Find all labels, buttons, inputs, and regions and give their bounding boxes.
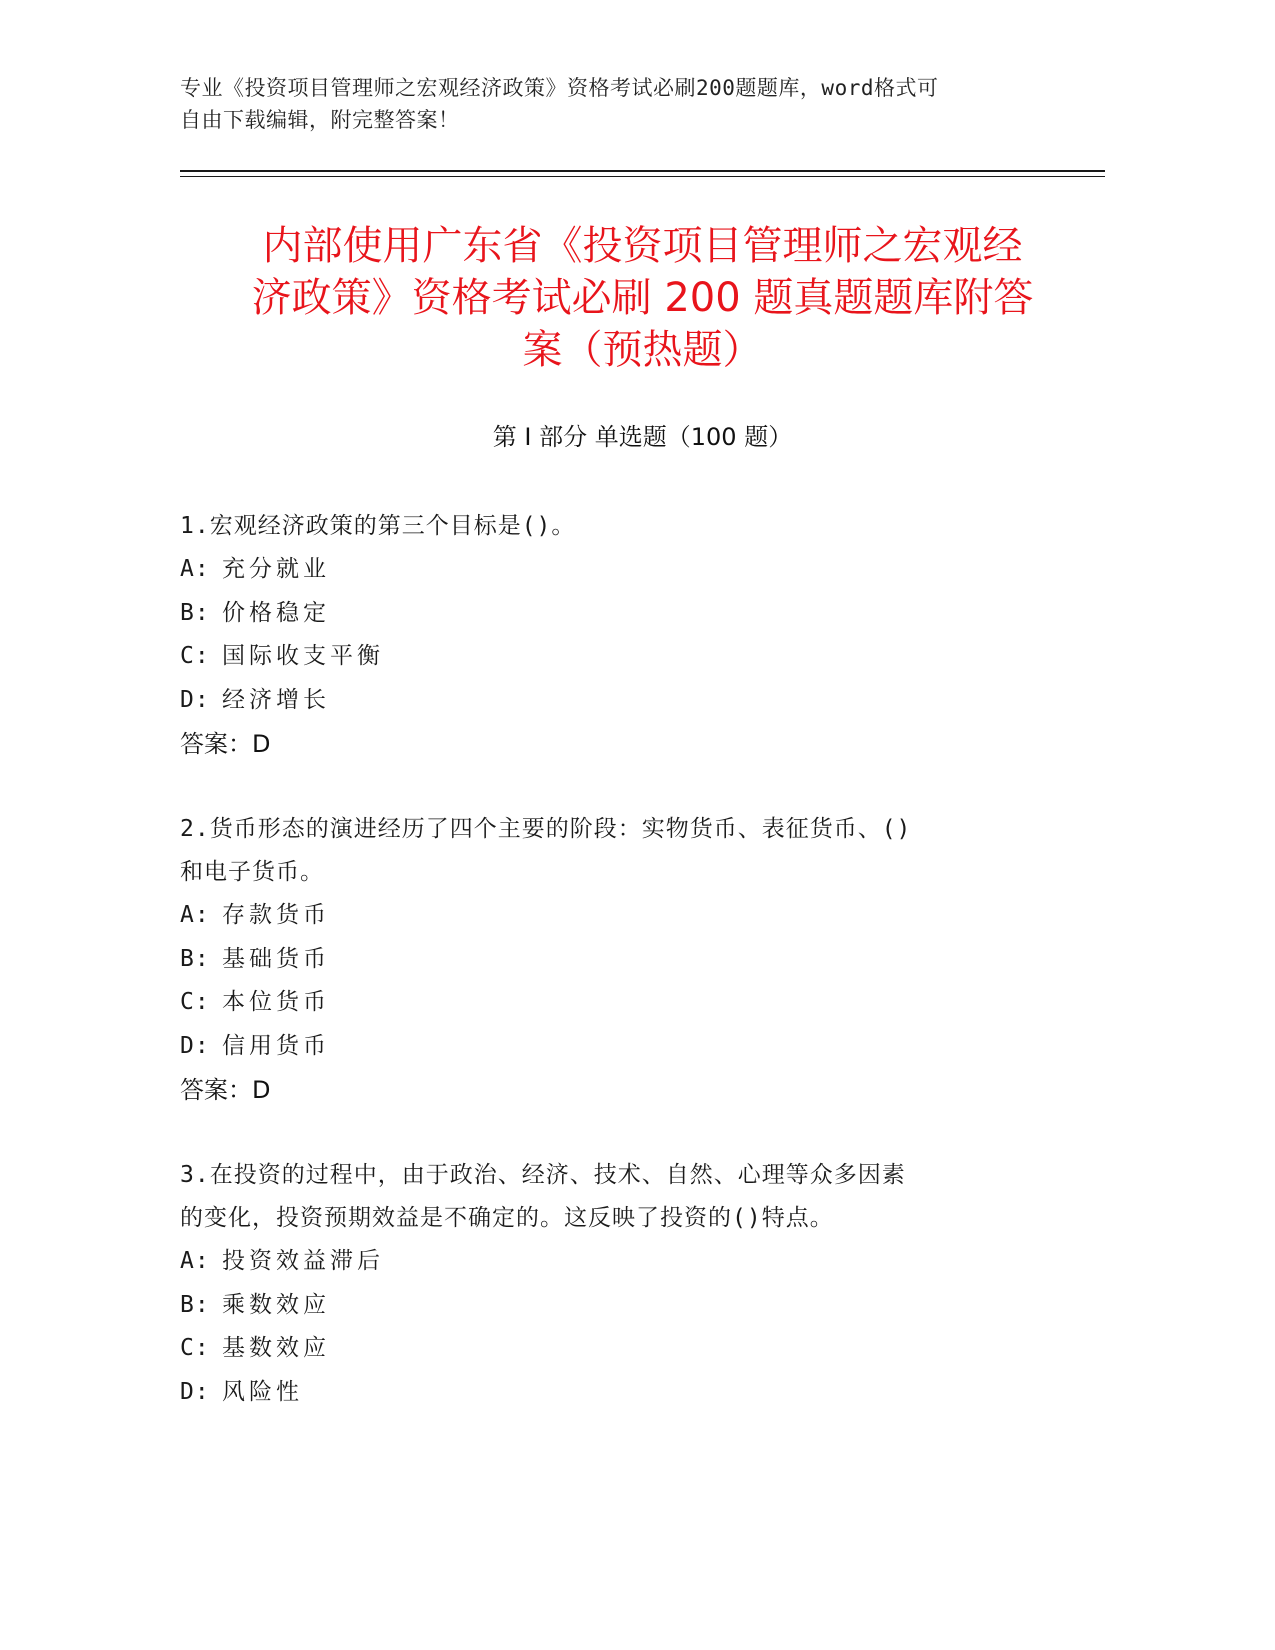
option-letter: B:	[180, 945, 210, 972]
option-letter: C:	[180, 989, 210, 1015]
question-3	[180, 1154, 1040, 1414]
option-c	[180, 1327, 1040, 1371]
document-title	[180, 220, 1105, 376]
question-stem: 3.在投资的过程中，由于政治、经济、技术、自然、心理等众多因素	[180, 1162, 906, 1188]
option-letter: A:	[180, 1248, 210, 1274]
option-c	[180, 635, 1040, 679]
option-letter: C:	[180, 643, 210, 669]
document-title-line-2: 济政策》资格考试必刷 200 题真题题库附答	[251, 275, 1034, 321]
question-stem-continued: 和电子货币。	[180, 859, 324, 885]
option-text: 投资效益滞后	[222, 1248, 384, 1274]
header-note	[180, 72, 1030, 136]
option-text: 充分就业	[222, 556, 330, 582]
option-letter: B:	[180, 599, 210, 626]
document-title-line-3: 案（预热题）	[522, 327, 763, 373]
answer-line: 答案：D	[180, 730, 271, 758]
option-text: 信用货币	[222, 1032, 330, 1059]
option-text: 风险性	[222, 1378, 303, 1405]
header-divider-thick	[180, 170, 1105, 172]
option-c	[180, 981, 1040, 1025]
option-text: 价格稳定	[222, 599, 330, 626]
option-text: 国际收支平衡	[222, 643, 384, 669]
question-stem-continued: 的变化，投资预期效益是不确定的。这反映了投资的()特点。	[180, 1205, 834, 1231]
question-1	[180, 505, 1040, 766]
option-letter: D:	[180, 686, 210, 713]
option-b	[180, 938, 1040, 982]
document-title-line-1: 内部使用广东省《投资项目管理师之宏观经	[262, 223, 1023, 269]
option-a	[180, 894, 1040, 938]
header-note-line-1: 专业《投资项目管理师之宏观经济政策》资格考试必刷200题题库，word格式可	[180, 76, 939, 100]
option-letter: D:	[180, 1032, 210, 1059]
option-d	[180, 679, 1040, 723]
option-text: 存款货币	[222, 902, 330, 928]
option-a	[180, 548, 1040, 592]
header-note-line-2: 自由下载编辑，附完整答案！	[180, 108, 460, 132]
option-letter: D:	[180, 1378, 210, 1405]
option-d	[180, 1025, 1040, 1069]
header-divider-thin	[180, 176, 1105, 177]
question-list	[180, 505, 1040, 1456]
option-text: 本位货币	[222, 989, 330, 1015]
option-a	[180, 1240, 1040, 1284]
question-stem: 2.货币形态的演进经历了四个主要的阶段：实物货币、表征货币、()	[180, 816, 912, 842]
question-stem: 1.宏观经济政策的第三个目标是()。	[180, 513, 576, 539]
option-letter: B:	[180, 1291, 210, 1318]
option-text: 基础货币	[222, 945, 330, 972]
option-letter: A:	[180, 556, 210, 582]
option-text: 经济增长	[222, 686, 330, 713]
answer-line: 答案：D	[180, 1076, 271, 1104]
option-text: 乘数效应	[222, 1291, 330, 1318]
option-b	[180, 592, 1040, 636]
option-letter: A:	[180, 902, 210, 928]
option-b	[180, 1284, 1040, 1328]
option-text: 基数效应	[222, 1335, 330, 1361]
option-d	[180, 1371, 1040, 1415]
section-title: 第 I 部分 单选题（100 题）	[492, 423, 793, 451]
question-2	[180, 808, 1040, 1112]
option-letter: C:	[180, 1335, 210, 1361]
